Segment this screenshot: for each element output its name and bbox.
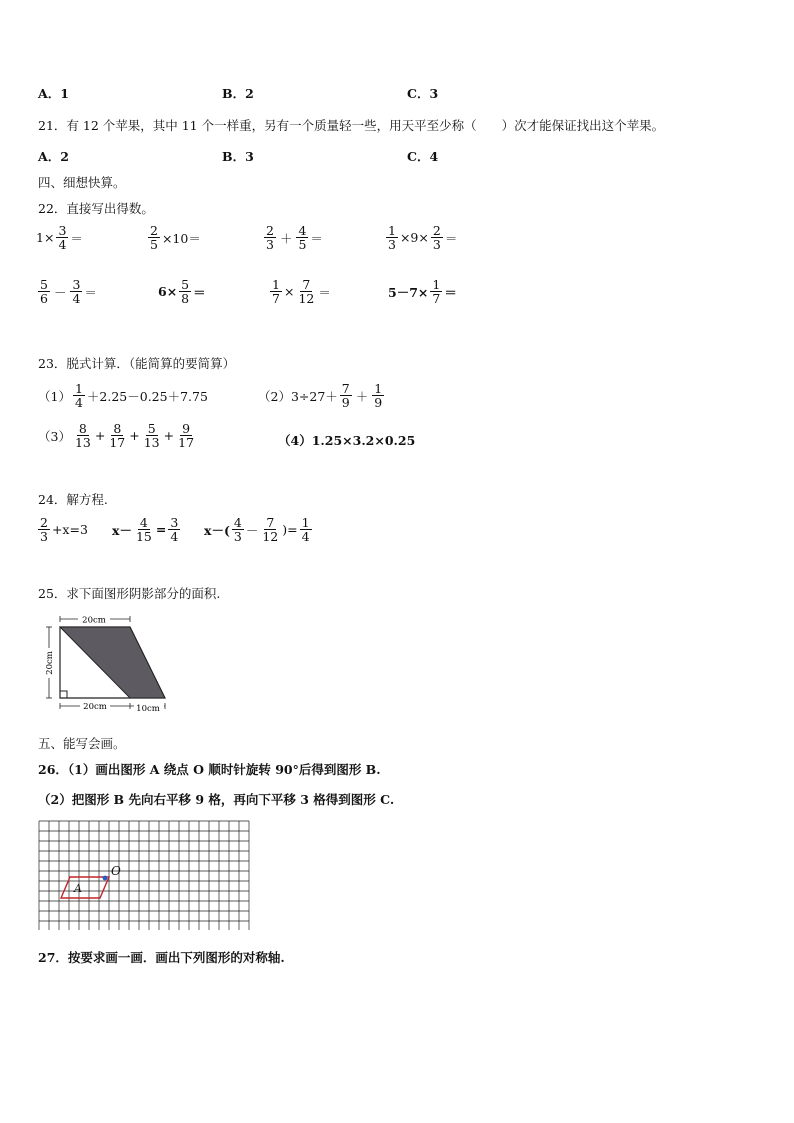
q23-part-4: （4） 1.25×3.2×0.25 xyxy=(278,432,416,448)
bottom-dimension-label: 20cm xyxy=(83,702,107,712)
q22-title: 22．直接写出得数。 xyxy=(38,201,154,216)
q27-title: 27．按要求画一画．画出下列图形的对称轴. xyxy=(38,950,285,965)
q26-part-1: 26．（1）画出图形 A 绕点 O 顺时针旋转 90°后得到图形 B. xyxy=(38,762,381,777)
q20-option-b: B．2 xyxy=(222,86,254,101)
q22-item-4: $\frac{1}{3}$ ×9× $\frac{2}{3}$ ＝ xyxy=(388,223,458,253)
left-dimension-label: 20cm xyxy=(45,651,55,675)
q20-option-a: A．1 xyxy=(38,86,69,101)
section-4-title: 四、细想快算。 xyxy=(38,175,126,190)
shape-a-parallelogram xyxy=(61,877,109,898)
top-dimension-label: 20cm xyxy=(82,615,106,626)
q26-part-2: （2）把图形 B 先向右平移 9 格，再向下平移 3 格得到图形 C. xyxy=(38,792,395,807)
shaded-area-figure xyxy=(40,612,180,718)
q22-item-3: $\frac{2}{3}$ ＋ $\frac{4}{5}$ ＝ xyxy=(266,223,323,253)
right-angle-mark xyxy=(60,691,67,698)
q22-item-5: $\frac{5}{6}$ － $\frac{3}{4}$ ＝ xyxy=(40,277,97,307)
section-5-title: 五、能写会画。 xyxy=(38,736,126,751)
q23-part-1: （1） $\frac{1}{4}$ ＋2.25－0.25＋7.75 xyxy=(38,381,208,411)
q21-option-c: C．4 xyxy=(407,149,439,164)
bottom-right-dimension-label: 10cm xyxy=(136,704,160,714)
q21-question: 21．有 12 个苹果，其中 11 个一样重，另有一个质量轻一些，用天平至少称（ ）次才能保证找出这个苹果。 xyxy=(38,118,665,133)
q23-part-2: （2） 3÷27＋ $\frac{7}{9}$ ＋ $\frac{1}{9}$ xyxy=(258,381,383,411)
q23-part-3: （3） $\frac{8}{13}$ + $\frac{8}{17}$ + $\frac{5}{13}$ + $\frac{9}{17}$ xyxy=(38,421,195,451)
point-o-label: O xyxy=(111,864,121,878)
q22-item-8: 5－7× $\frac{1}{7}$ ＝ xyxy=(388,277,457,307)
q24-title: 24．解方程. xyxy=(38,492,108,507)
point-o-marker xyxy=(103,876,108,881)
q22-item-1: 1× $\frac{3}{4}$ ＝ xyxy=(36,223,83,253)
shaded-region xyxy=(60,627,165,698)
square-grid xyxy=(38,820,254,930)
q24-equation-2: x－ $\frac{4}{15}$ = $\frac{3}{4}$ xyxy=(112,515,179,545)
q22-item-7: $\frac{1}{7}$ × $\frac{7}{12}$ ＝ xyxy=(272,277,331,307)
q20-option-c: C．3 xyxy=(407,86,439,101)
shape-a-label: A xyxy=(74,882,82,895)
q25-title: 25．求下面图形阴影部分的面积. xyxy=(38,586,221,601)
q24-equation-1: $\frac{2}{3}$ +x=3 xyxy=(40,515,88,545)
q22-item-2: $\frac{2}{5}$ ×10＝ xyxy=(150,223,201,253)
q24-equation-3: x－( $\frac{4}{3}$ － $\frac{7}{12}$ )= $\frac{1}{4}$ xyxy=(204,515,310,545)
q21-option-b: B．3 xyxy=(222,149,254,164)
q21-option-a: A．2 xyxy=(38,149,69,164)
q22-item-6: 6× $\frac{5}{8}$ ＝ xyxy=(158,277,206,307)
q23-title: 23．脱式计算．（能简算的要简算） xyxy=(38,356,236,371)
